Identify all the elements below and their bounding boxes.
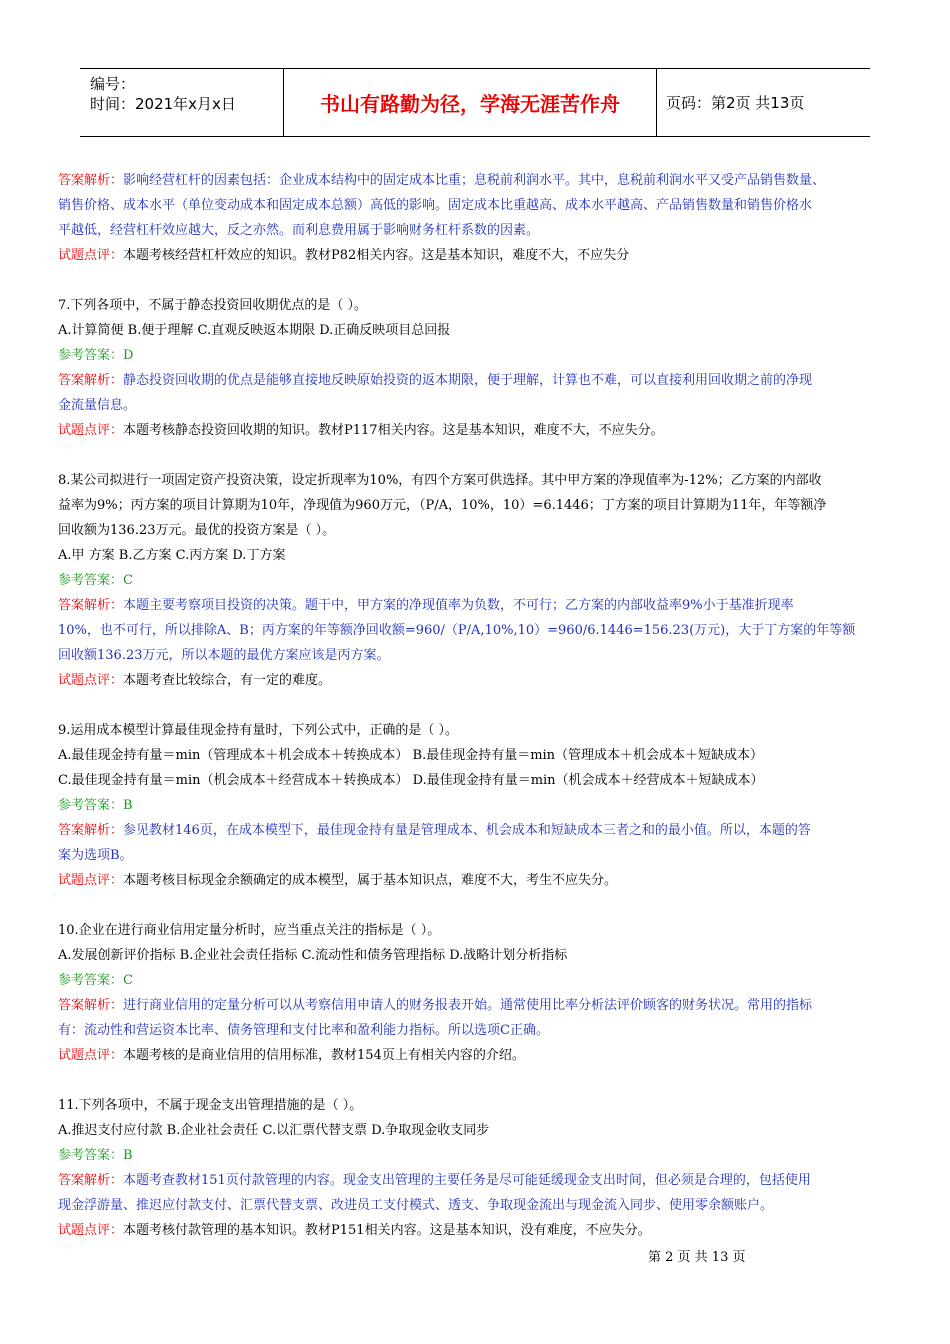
comment-label: 试题点评：	[58, 873, 124, 888]
analysis-label: 答案解析：	[58, 1173, 124, 1188]
question-text: 10.企业在进行商业信用定量分析时，应当重点关注的指标是（ ）。	[58, 923, 441, 938]
serial-label: 编号：	[90, 75, 136, 93]
analysis-text: 有：流动性和营运资本比率、债务管理和支付比率和盈利能力指标。所以选项C正确。	[58, 1023, 549, 1038]
comment-label: 试题点评：	[58, 673, 124, 688]
analysis-label: 答案解析：	[58, 998, 124, 1013]
header-meta	[80, 69, 282, 136]
analysis-text: 现金浮游量、推迟应付款支付、汇票代替支票、改进员工支付模式、透支、争取现金流出与现金流入同步、使用零余额账户。	[58, 1198, 774, 1213]
question-line	[58, 1118, 904, 1143]
answer-text: 参考答案：D	[58, 348, 134, 363]
question-line	[58, 318, 904, 343]
comment-label: 试题点评：	[58, 248, 124, 263]
comment-text: 本题考核目标现金余额确定的成本模型，属于基本知识点，难度不大，考生不应失分。	[123, 873, 618, 888]
comment-text: 本题考核静态投资回收期的知识。教材P117相关内容。这是基本知识，难度不大，不应失分。	[123, 423, 664, 438]
comment-line	[58, 418, 904, 443]
comment-label: 试题点评：	[58, 423, 124, 438]
comment-line	[58, 668, 904, 693]
question-text: 回收额为136.23万元。最优的投资方案是（ ）。	[58, 523, 336, 538]
analysis-line	[58, 218, 904, 243]
question-text: 8.某公司拟进行一项固定资产投资决策，设定折现率为10%，有四个方案可供选择。其中甲方案的净现值率为-12%；乙方案的内部收	[58, 473, 822, 488]
comment-line	[58, 243, 904, 268]
question-text: 益率为9%；丙方案的项目计算期为10年，净现值为960万元，（P/A，10%，10）=6.1446；丁方案的项目计算期为11年，年等额净	[58, 498, 827, 513]
analysis-line	[58, 818, 904, 843]
analysis-line	[58, 393, 904, 418]
analysis-text: 回收额136.23万元，所以本题的最优方案应该是丙方案。	[58, 648, 390, 663]
analysis-text: 影响经营杠杆的因素包括：企业成本结构中的固定成本比重；息税前利润水平。其中，息税前利润水平又受产品销售数量、	[123, 173, 826, 188]
comment-line	[58, 868, 904, 893]
question-line	[58, 293, 904, 318]
analysis-text: 本题考查教材151页付款管理的内容。现金支出管理的主要任务是尽可能延缓现金支出时间，但必须是合理的，包括使用	[123, 1173, 811, 1188]
analysis-line	[58, 1193, 904, 1218]
question-block	[58, 468, 904, 693]
page-footer: 第 2 页 共 13 页	[648, 1250, 746, 1265]
question-text: A.最佳现金持有量＝min（管理成本＋机会成本＋转换成本） B.最佳现金持有量＝min（管理成本＋机会成本＋短缺成本）	[58, 748, 764, 763]
analysis-label: 答案解析：	[58, 598, 124, 613]
analysis-line	[58, 618, 904, 643]
header-motto: 书山有路勤为径，学海无涯苦作舟	[283, 69, 657, 136]
analysis-line	[58, 593, 904, 618]
analysis-line	[58, 843, 904, 868]
question-text: C.最佳现金持有量＝min（机会成本＋经营成本＋转换成本） D.最佳现金持有量＝min（机会成本＋经营成本＋短缺成本）	[58, 773, 764, 788]
analysis-label: 答案解析：	[58, 173, 124, 188]
question-text: 9.运用成本模型计算最佳现金持有量时，下列公式中，正确的是（ ）。	[58, 723, 459, 738]
analysis-text: 案为选项B。	[58, 848, 133, 863]
analysis-line	[58, 993, 904, 1018]
question-line	[58, 743, 904, 768]
analysis-text: 参见教材146页，在成本模型下，最佳现金持有量是管理成本、机会成本和短缺成本三者之和的最小值。所以，本题的答	[123, 823, 811, 838]
analysis-text: 10%，也不可行，所以排除A、B；丙方案的年等额净回收额=960/（P/A,10%,10）=960/6.1446=156.23(万元)，大于丁方案的年等额	[58, 623, 856, 638]
comment-text: 本题考核的是商业信用的信用标准，教材154页上有相关内容的介绍。	[123, 1048, 525, 1063]
comment-line	[58, 1218, 904, 1243]
analysis-line	[58, 193, 904, 218]
analysis-text: 进行商业信用的定量分析可以从考察信用申请人的财务报表开始。通常使用比率分析法评价顾客的财务状况。常用的指标	[123, 998, 813, 1013]
question-block	[58, 718, 904, 893]
question-block	[58, 168, 904, 268]
question-line	[58, 493, 904, 518]
question-line	[58, 543, 904, 568]
comment-text: 本题考查比较综合，有一定的难度。	[123, 673, 332, 688]
block-gap	[58, 443, 904, 468]
analysis-text: 金流量信息。	[58, 398, 137, 413]
question-text: A.甲 方案 B.乙方案 C.丙方案 D.丁方案	[58, 548, 286, 563]
analysis-line	[58, 1018, 904, 1043]
question-text: 11.下列各项中，不属于现金支出管理措施的是（ ）。	[58, 1098, 363, 1113]
analysis-label: 答案解析：	[58, 373, 124, 388]
analysis-line	[58, 1168, 904, 1193]
block-gap	[58, 893, 904, 918]
question-text: 7.下列各项中，不属于静态投资回收期优点的是（ ）。	[58, 298, 368, 313]
question-block	[58, 293, 904, 443]
question-line	[58, 768, 904, 793]
question-text: A.发展创新评价指标 B.企业社会责任指标 C.流动性和债务管理指标 D.战略计划分析指标	[58, 948, 568, 963]
question-block	[58, 1093, 904, 1243]
comment-label: 试题点评：	[58, 1048, 124, 1063]
answer-line	[58, 343, 904, 368]
answer-text: 参考答案：C	[58, 573, 133, 588]
document-body	[58, 168, 904, 1243]
block-gap	[58, 693, 904, 718]
comment-line	[58, 1043, 904, 1068]
answer-text: 参考答案：B	[58, 1148, 133, 1163]
comment-text: 本题考核经营杠杆效应的知识。教材P82相关内容。这是基本知识，难度不大，不应失分	[123, 248, 630, 263]
analysis-text: 销售价格、成本水平（单位变动成本和固定成本总额）高低的影响。固定成本比重越高、成本水平越高、产品销售数量和销售价格水	[58, 198, 813, 213]
question-line	[58, 518, 904, 543]
answer-text: 参考答案：C	[58, 973, 133, 988]
block-gap	[58, 268, 904, 293]
answer-line	[58, 968, 904, 993]
time-label: 时间：2021年x月x日	[90, 95, 236, 113]
question-line	[58, 943, 904, 968]
analysis-line	[58, 168, 904, 193]
analysis-text: 平越低，经营杠杆效应越大，反之亦然。而利息费用属于影响财务杠杆系数的因素。	[58, 223, 540, 238]
analysis-label: 答案解析：	[58, 823, 124, 838]
question-line	[58, 918, 904, 943]
page-header	[80, 68, 870, 137]
question-block	[58, 918, 904, 1068]
comment-text: 本题考核付款管理的基本知识。教材P151相关内容。这是基本知识，没有难度，不应失分。	[123, 1223, 651, 1238]
answer-text: 参考答案：B	[58, 798, 133, 813]
header-page-info: 页码：第2页 共13页	[666, 94, 805, 112]
analysis-text: 静态投资回收期的优点是能够直接地反映原始投资的返本期限，便于理解，计算也不难，可以直接利用回收期之前的净现	[123, 373, 813, 388]
question-line	[58, 718, 904, 743]
analysis-text: 本题主要考察项目投资的决策。题干中，甲方案的净现值率为负数，不可行；乙方案的内部收益率9%小于基准折现率	[123, 598, 794, 613]
question-text: A.推迟支付应付款 B.企业社会责任 C.以汇票代替支票 D.争取现金收支同步	[58, 1123, 490, 1138]
question-line	[58, 468, 904, 493]
analysis-line	[58, 643, 904, 668]
question-line	[58, 1093, 904, 1118]
comment-label: 试题点评：	[58, 1223, 124, 1238]
block-gap	[58, 1068, 904, 1093]
answer-line	[58, 793, 904, 818]
answer-line	[58, 1143, 904, 1168]
question-text: A.计算简便 B.便于理解 C.直观反映返本期限 D.正确反映项目总回报	[58, 323, 451, 338]
analysis-line	[58, 368, 904, 393]
answer-line	[58, 568, 904, 593]
